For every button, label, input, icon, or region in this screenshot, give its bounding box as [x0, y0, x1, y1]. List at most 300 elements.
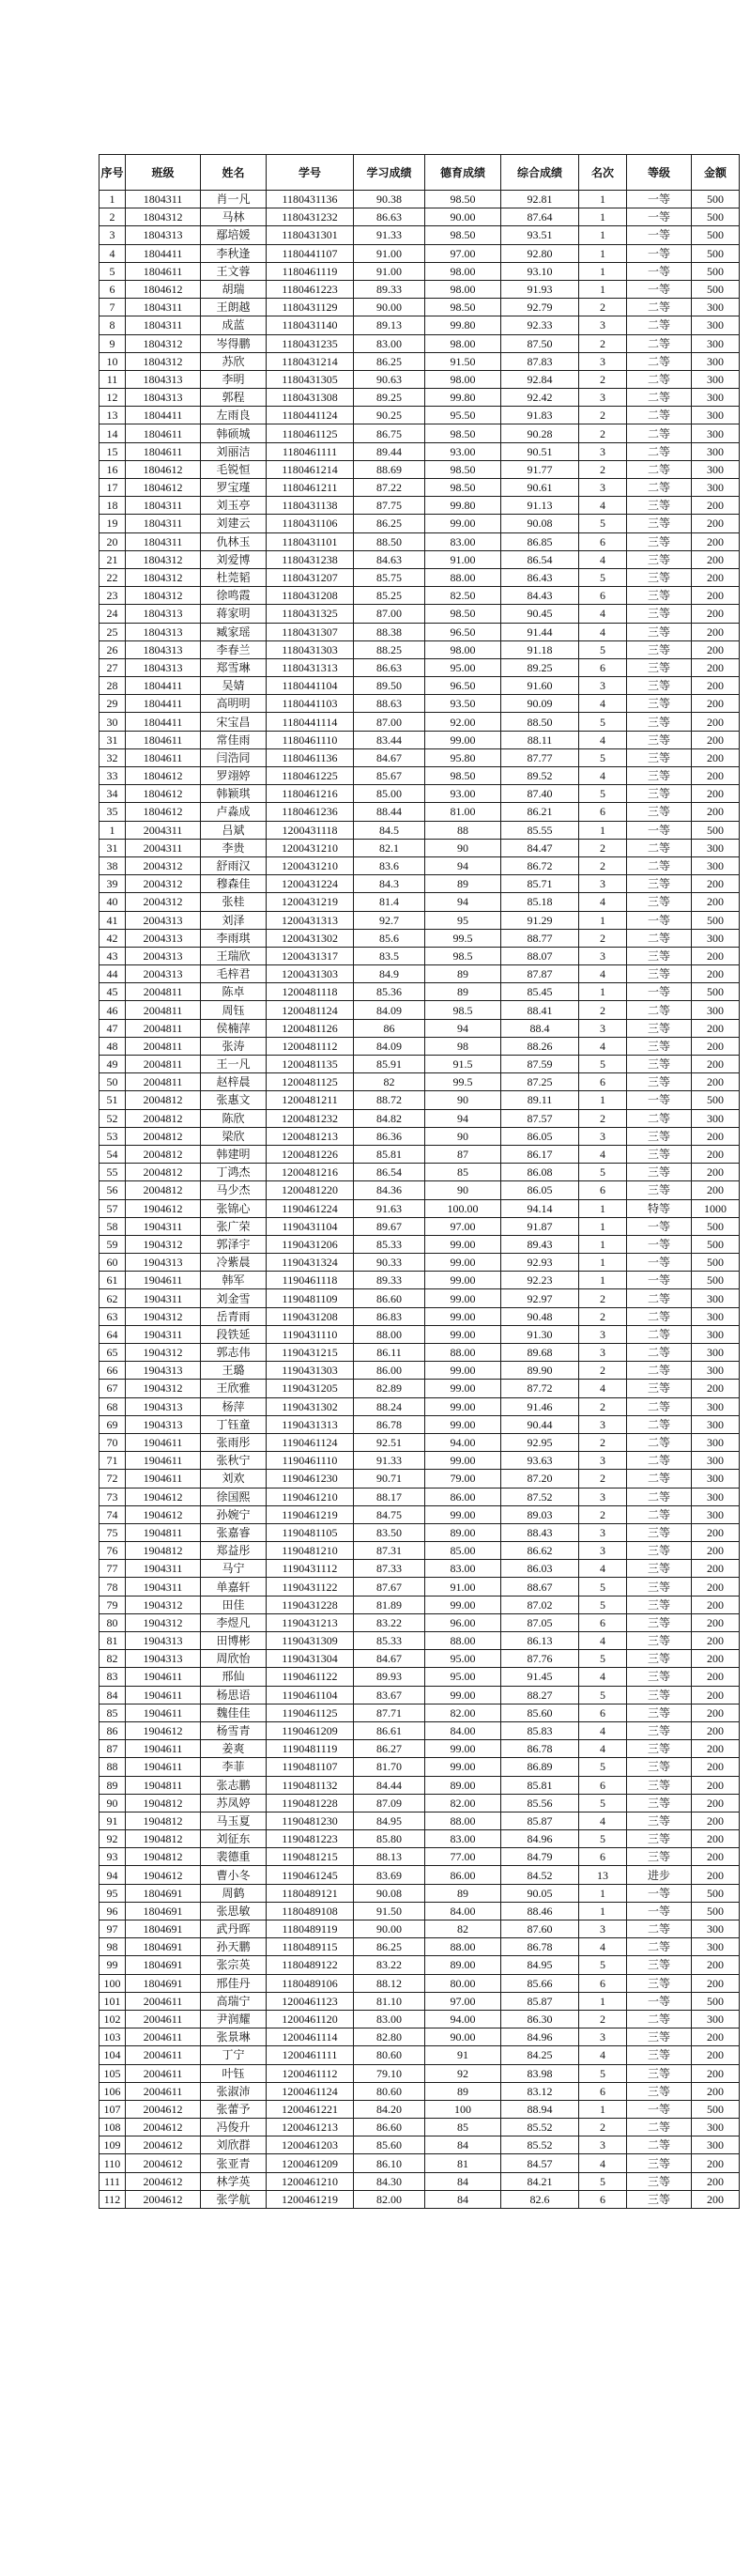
- cell-seq: 41: [99, 911, 126, 929]
- cell-seq: 87: [99, 1740, 126, 1758]
- cell-name: 尹润耀: [201, 2010, 267, 2028]
- cell-name: 段铁延: [201, 1325, 267, 1343]
- cell-moral-score: 99.00: [425, 1362, 501, 1380]
- cell-total-score: 87.87: [501, 965, 579, 983]
- cell-total-score: 87.40: [501, 785, 579, 803]
- table-row: [99, 856, 740, 874]
- cell-student-id: 1180461236: [267, 803, 354, 821]
- cell-student-id: 1200481118: [267, 983, 354, 1001]
- cell-study-score: 81.4: [354, 893, 425, 911]
- cell-grade: 二等: [627, 316, 692, 334]
- cell-total-score: 89.25: [501, 658, 579, 676]
- table-row: [99, 1037, 740, 1055]
- cell-student-id: 1200481226: [267, 1145, 354, 1163]
- cell-rank: 1: [579, 1272, 627, 1289]
- cell-seq: 95: [99, 1884, 126, 1902]
- cell-amount: 200: [692, 2028, 740, 2046]
- cell-amount: 500: [692, 1884, 740, 1902]
- cell-total-score: 86.78: [501, 1938, 579, 1956]
- cell-student-id: 1200481232: [267, 1109, 354, 1127]
- cell-rank: 5: [579, 2172, 627, 2190]
- table-row: [99, 1794, 740, 1812]
- table-row: [99, 1650, 740, 1668]
- cell-grade: 三等: [627, 1848, 692, 1866]
- cell-total-score: 92.42: [501, 389, 579, 407]
- table-row: [99, 532, 740, 550]
- cell-name: 岑得鹏: [201, 334, 267, 352]
- cell-total-score: 86.85: [501, 532, 579, 550]
- cell-moral-score: 99.00: [425, 1397, 501, 1415]
- cell-grade: 三等: [627, 550, 692, 568]
- cell-student-id: 1190431309: [267, 1632, 354, 1650]
- cell-name: 张思敏: [201, 1902, 267, 1920]
- cell-student-id: 1190431303: [267, 1362, 354, 1380]
- cell-grade: 二等: [627, 1325, 692, 1343]
- cell-total-score: 87.57: [501, 1109, 579, 1127]
- cell-rank: 3: [579, 1542, 627, 1560]
- cell-study-score: 89.33: [354, 1272, 425, 1289]
- cell-class: 1804411: [126, 244, 201, 262]
- cell-student-id: 1200481124: [267, 1001, 354, 1019]
- cell-amount: 200: [692, 1164, 740, 1181]
- table-row: [99, 208, 740, 226]
- cell-class: 1904611: [126, 1686, 201, 1704]
- cell-class: 1904312: [126, 1613, 201, 1631]
- cell-seq: 104: [99, 2046, 126, 2064]
- cell-grade: 三等: [627, 2064, 692, 2082]
- cell-class: 1804312: [126, 334, 201, 352]
- cell-moral-score: 91.00: [425, 550, 501, 568]
- cell-moral-score: 98.50: [425, 191, 501, 208]
- cell-name: 李春兰: [201, 640, 267, 658]
- cell-student-id: 1190481223: [267, 1830, 354, 1848]
- table-row: [99, 587, 740, 605]
- cell-grade: 三等: [627, 1758, 692, 1776]
- table-row: [99, 893, 740, 911]
- cell-amount: 300: [692, 1470, 740, 1488]
- cell-student-id: 1180431232: [267, 208, 354, 226]
- cell-student-id: 1180431235: [267, 334, 354, 352]
- table-row: [99, 605, 740, 623]
- cell-study-score: 88.17: [354, 1488, 425, 1505]
- cell-moral-score: 95.00: [425, 1668, 501, 1686]
- cell-amount: 300: [692, 1433, 740, 1451]
- cell-moral-score: 89: [425, 983, 501, 1001]
- cell-seq: 67: [99, 1380, 126, 1397]
- cell-amount: 300: [692, 2119, 740, 2136]
- cell-seq: 107: [99, 2100, 126, 2118]
- cell-amount: 200: [692, 2082, 740, 2100]
- cell-grade: 二等: [627, 856, 692, 874]
- cell-grade: 三等: [627, 1073, 692, 1091]
- cell-total-score: 93.10: [501, 262, 579, 280]
- cell-grade: 三等: [627, 1560, 692, 1578]
- cell-amount: 200: [692, 713, 740, 731]
- cell-moral-score: 82: [425, 1920, 501, 1938]
- cell-class: 1904611: [126, 1668, 201, 1686]
- cell-moral-score: 99.5: [425, 1073, 501, 1091]
- cell-seq: 91: [99, 1812, 126, 1829]
- cell-grade: 三等: [627, 568, 692, 586]
- cell-rank: 4: [579, 1812, 627, 1829]
- cell-rank: 3: [579, 1523, 627, 1541]
- cell-study-score: 85.91: [354, 1056, 425, 1073]
- cell-rank: 2: [579, 1470, 627, 1488]
- cell-seq: 33: [99, 767, 126, 785]
- cell-student-id: 1190461125: [267, 1704, 354, 1721]
- cell-total-score: 91.77: [501, 460, 579, 478]
- cell-class: 1804691: [126, 1902, 201, 1920]
- cell-study-score: 90.63: [354, 370, 425, 388]
- cell-class: 1904812: [126, 1812, 201, 1829]
- table-row: [99, 1145, 740, 1163]
- cell-rank: 6: [579, 1181, 627, 1199]
- cell-amount: 200: [692, 1830, 740, 1848]
- cell-grade: 三等: [627, 1812, 692, 1829]
- cell-grade: 三等: [627, 1164, 692, 1181]
- table-row: [99, 2136, 740, 2154]
- cell-moral-score: 99.00: [425, 1740, 501, 1758]
- cell-grade: 三等: [627, 623, 692, 640]
- cell-moral-score: 99.00: [425, 1686, 501, 1704]
- table-row: [99, 1830, 740, 1848]
- cell-student-id: 1180431101: [267, 532, 354, 550]
- cell-amount: 200: [692, 1145, 740, 1163]
- cell-seq: 102: [99, 2010, 126, 2028]
- column-header-student-id: 学号: [267, 155, 354, 191]
- cell-seq: 82: [99, 1650, 126, 1668]
- cell-total-score: 88.67: [501, 1578, 579, 1596]
- cell-grade: 三等: [627, 1974, 692, 1992]
- cell-class: 2004313: [126, 965, 201, 983]
- cell-student-id: 1190481107: [267, 1758, 354, 1776]
- table-row: [99, 191, 740, 208]
- cell-moral-score: 94: [425, 1109, 501, 1127]
- cell-grade: 三等: [627, 497, 692, 515]
- cell-total-score: 84.43: [501, 587, 579, 605]
- cell-student-id: 1180431308: [267, 389, 354, 407]
- cell-seq: 103: [99, 2028, 126, 2046]
- cell-name: 李秋逢: [201, 244, 267, 262]
- cell-seq: 12: [99, 389, 126, 407]
- cell-moral-score: 90: [425, 1127, 501, 1145]
- cell-class: 2004611: [126, 2028, 201, 2046]
- cell-total-score: 86.89: [501, 1758, 579, 1776]
- cell-rank: 1: [579, 1992, 627, 2010]
- table-row: [99, 1578, 740, 1596]
- cell-rank: 5: [579, 1650, 627, 1668]
- cell-name: 张惠文: [201, 1091, 267, 1109]
- cell-rank: 6: [579, 1974, 627, 1992]
- cell-name: 田博彬: [201, 1632, 267, 1650]
- cell-class: 2004611: [126, 1992, 201, 2010]
- cell-rank: 6: [579, 587, 627, 605]
- cell-student-id: 1180461211: [267, 479, 354, 497]
- cell-name: 梁欣: [201, 1127, 267, 1145]
- cell-rank: 6: [579, 1776, 627, 1794]
- cell-grade: 三等: [627, 2028, 692, 2046]
- cell-amount: 300: [692, 1938, 740, 1956]
- cell-study-score: 86: [354, 1019, 425, 1037]
- cell-total-score: 88.26: [501, 1037, 579, 1055]
- cell-seq: 93: [99, 1848, 126, 1866]
- cell-study-score: 86.63: [354, 658, 425, 676]
- cell-class: 1804691: [126, 1974, 201, 1992]
- cell-seq: 11: [99, 370, 126, 388]
- cell-rank: 1: [579, 244, 627, 262]
- cell-grade: 三等: [627, 767, 692, 785]
- cell-total-score: 86.05: [501, 1181, 579, 1199]
- cell-amount: 300: [692, 424, 740, 442]
- cell-rank: 5: [579, 1578, 627, 1596]
- table-row: [99, 965, 740, 983]
- cell-seq: 106: [99, 2082, 126, 2100]
- cell-amount: 200: [692, 677, 740, 695]
- cell-amount: 300: [692, 1362, 740, 1380]
- cell-grade: 二等: [627, 1452, 692, 1470]
- table-row: [99, 1235, 740, 1253]
- table-row: [99, 1272, 740, 1289]
- cell-amount: 500: [692, 1235, 740, 1253]
- cell-grade: 二等: [627, 1470, 692, 1488]
- cell-total-score: 89.90: [501, 1362, 579, 1380]
- cell-moral-score: 99.80: [425, 497, 501, 515]
- cell-amount: 200: [692, 767, 740, 785]
- cell-study-score: 82.89: [354, 1380, 425, 1397]
- cell-moral-score: 88.00: [425, 1344, 501, 1362]
- table-row: [99, 442, 740, 460]
- column-header-amount: 金额: [692, 155, 740, 191]
- cell-study-score: 87.75: [354, 497, 425, 515]
- cell-amount: 200: [692, 748, 740, 766]
- cell-grade: 三等: [627, 1794, 692, 1812]
- cell-moral-score: 98.00: [425, 370, 501, 388]
- cell-seq: 50: [99, 1073, 126, 1091]
- cell-total-score: 87.20: [501, 1470, 579, 1488]
- cell-seq: 45: [99, 983, 126, 1001]
- table-row: [99, 479, 740, 497]
- cell-class: 2004612: [126, 2190, 201, 2208]
- cell-amount: 200: [692, 1686, 740, 1704]
- cell-class: 1904311: [126, 1578, 201, 1596]
- cell-grade: 三等: [627, 1650, 692, 1668]
- cell-study-score: 90.33: [354, 1254, 425, 1272]
- cell-total-score: 88.50: [501, 713, 579, 731]
- cell-rank: 4: [579, 1668, 627, 1686]
- cell-amount: 300: [692, 407, 740, 424]
- cell-name: 马林: [201, 208, 267, 226]
- cell-seq: 108: [99, 2119, 126, 2136]
- cell-amount: 200: [692, 1037, 740, 1055]
- cell-study-score: 84.95: [354, 1812, 425, 1829]
- cell-rank: 3: [579, 1344, 627, 1362]
- table-row: [99, 695, 740, 713]
- cell-grade: 二等: [627, 1433, 692, 1451]
- cell-seq: 6: [99, 280, 126, 298]
- cell-grade: 三等: [627, 748, 692, 766]
- cell-moral-score: 94: [425, 893, 501, 911]
- cell-grade: 一等: [627, 821, 692, 839]
- cell-amount: 200: [692, 515, 740, 532]
- cell-total-score: 84.57: [501, 2154, 579, 2172]
- cell-rank: 5: [579, 640, 627, 658]
- cell-moral-score: 88: [425, 821, 501, 839]
- cell-seq: 43: [99, 947, 126, 964]
- cell-seq: 62: [99, 1289, 126, 1307]
- cell-name: 宋宝昌: [201, 713, 267, 731]
- cell-student-id: 1190481119: [267, 1740, 354, 1758]
- cell-rank: 3: [579, 1019, 627, 1037]
- cell-total-score: 85.45: [501, 983, 579, 1001]
- cell-seq: 26: [99, 640, 126, 658]
- table-row: [99, 1001, 740, 1019]
- cell-seq: 7: [99, 299, 126, 316]
- cell-name: 侯楠萍: [201, 1019, 267, 1037]
- cell-class: 1804311: [126, 316, 201, 334]
- cell-student-id: 1180431136: [267, 191, 354, 208]
- cell-total-score: 90.51: [501, 442, 579, 460]
- cell-total-score: 91.45: [501, 1668, 579, 1686]
- cell-seq: 71: [99, 1452, 126, 1470]
- cell-amount: 300: [692, 1505, 740, 1523]
- cell-study-score: 91.33: [354, 1452, 425, 1470]
- cell-moral-score: 88.00: [425, 568, 501, 586]
- cell-moral-score: 98.50: [425, 479, 501, 497]
- cell-grade: 一等: [627, 226, 692, 244]
- cell-study-score: 90.71: [354, 1470, 425, 1488]
- column-header-study-score: 学习成绩: [354, 155, 425, 191]
- cell-total-score: 86.30: [501, 2010, 579, 2028]
- cell-seq: 88: [99, 1758, 126, 1776]
- cell-study-score: 83.22: [354, 1956, 425, 1974]
- table-row: [99, 947, 740, 964]
- cell-amount: 500: [692, 1992, 740, 2010]
- cell-student-id: 1190481105: [267, 1523, 354, 1541]
- cell-total-score: 85.52: [501, 2119, 579, 2136]
- cell-study-score: 81.10: [354, 1992, 425, 2010]
- cell-grade: 一等: [627, 1902, 692, 1920]
- cell-student-id: 1180431307: [267, 623, 354, 640]
- cell-amount: 200: [692, 875, 740, 893]
- cell-student-id: 1200461112: [267, 2064, 354, 2082]
- cell-moral-score: 99.5: [425, 929, 501, 947]
- cell-name: 张秋宁: [201, 1452, 267, 1470]
- cell-class: 2004811: [126, 983, 201, 1001]
- cell-total-score: 86.17: [501, 1145, 579, 1163]
- table-row: [99, 1415, 740, 1433]
- cell-grade: 三等: [627, 2172, 692, 2190]
- cell-name: 赵梓晨: [201, 1073, 267, 1091]
- cell-rank: 1: [579, 983, 627, 1001]
- cell-moral-score: 94: [425, 856, 501, 874]
- cell-total-score: 89.11: [501, 1091, 579, 1109]
- table-row: [99, 1164, 740, 1181]
- table-row: [99, 1217, 740, 1235]
- cell-grade: 三等: [627, 640, 692, 658]
- table-row: [99, 748, 740, 766]
- cell-seq: 38: [99, 856, 126, 874]
- cell-student-id: 1200461209: [267, 2154, 354, 2172]
- cell-study-score: 83.5: [354, 947, 425, 964]
- cell-amount: 200: [692, 1650, 740, 1668]
- cell-student-id: 1190461122: [267, 1668, 354, 1686]
- cell-amount: 200: [692, 2154, 740, 2172]
- cell-total-score: 91.13: [501, 497, 579, 515]
- cell-seq: 46: [99, 1001, 126, 1019]
- cell-moral-score: 97.00: [425, 1992, 501, 2010]
- table-row: [99, 497, 740, 515]
- cell-amount: 200: [692, 695, 740, 713]
- table-row: [99, 2100, 740, 2118]
- cell-seq: 76: [99, 1542, 126, 1560]
- table-row: [99, 389, 740, 407]
- cell-class: 1904311: [126, 1560, 201, 1578]
- cell-name: 张景琳: [201, 2028, 267, 2046]
- table-row: [99, 1542, 740, 1560]
- cell-grade: 二等: [627, 1001, 692, 1019]
- cell-name: 苏欣: [201, 352, 267, 370]
- cell-class: 1804312: [126, 587, 201, 605]
- cell-seq: 19: [99, 515, 126, 532]
- column-header-moral-score: 德育成绩: [425, 155, 501, 191]
- table-row: [99, 568, 740, 586]
- cell-name: 高瑞宁: [201, 1992, 267, 2010]
- cell-moral-score: 85.00: [425, 1542, 501, 1560]
- table-row: [99, 244, 740, 262]
- cell-amount: 300: [692, 1415, 740, 1433]
- cell-rank: 6: [579, 2082, 627, 2100]
- cell-seq: 22: [99, 568, 126, 586]
- cell-rank: 2: [579, 460, 627, 478]
- cell-student-id: 1190431104: [267, 1217, 354, 1235]
- cell-name: 张雨彤: [201, 1433, 267, 1451]
- cell-rank: 4: [579, 893, 627, 911]
- cell-seq: 81: [99, 1632, 126, 1650]
- cell-amount: 300: [692, 1289, 740, 1307]
- cell-moral-score: 99.00: [425, 1289, 501, 1307]
- cell-class: 1904611: [126, 1272, 201, 1289]
- cell-rank: 5: [579, 1056, 627, 1073]
- cell-study-score: 83.67: [354, 1686, 425, 1704]
- cell-grade: 二等: [627, 929, 692, 947]
- cell-student-id: 1200431210: [267, 839, 354, 856]
- cell-study-score: 88.38: [354, 623, 425, 640]
- cell-total-score: 85.18: [501, 893, 579, 911]
- cell-total-score: 91.18: [501, 640, 579, 658]
- cell-rank: 4: [579, 1740, 627, 1758]
- cell-rank: 4: [579, 1037, 627, 1055]
- cell-moral-score: 89: [425, 1884, 501, 1902]
- cell-student-id: 1180489119: [267, 1920, 354, 1938]
- cell-moral-score: 93.00: [425, 785, 501, 803]
- cell-amount: 200: [692, 1668, 740, 1686]
- cell-total-score: 87.05: [501, 1613, 579, 1631]
- cell-total-score: 87.59: [501, 1056, 579, 1073]
- cell-study-score: 86.10: [354, 2154, 425, 2172]
- cell-rank: 5: [579, 785, 627, 803]
- cell-rank: 3: [579, 1325, 627, 1343]
- cell-student-id: 1200461111: [267, 2046, 354, 2064]
- table-row: [99, 1109, 740, 1127]
- cell-seq: 27: [99, 658, 126, 676]
- cell-moral-score: 100: [425, 2100, 501, 2118]
- cell-seq: 99: [99, 1956, 126, 1974]
- cell-total-score: 89.68: [501, 1344, 579, 1362]
- cell-rank: 4: [579, 965, 627, 983]
- cell-seq: 4: [99, 244, 126, 262]
- cell-seq: 96: [99, 1902, 126, 1920]
- cell-seq: 23: [99, 587, 126, 605]
